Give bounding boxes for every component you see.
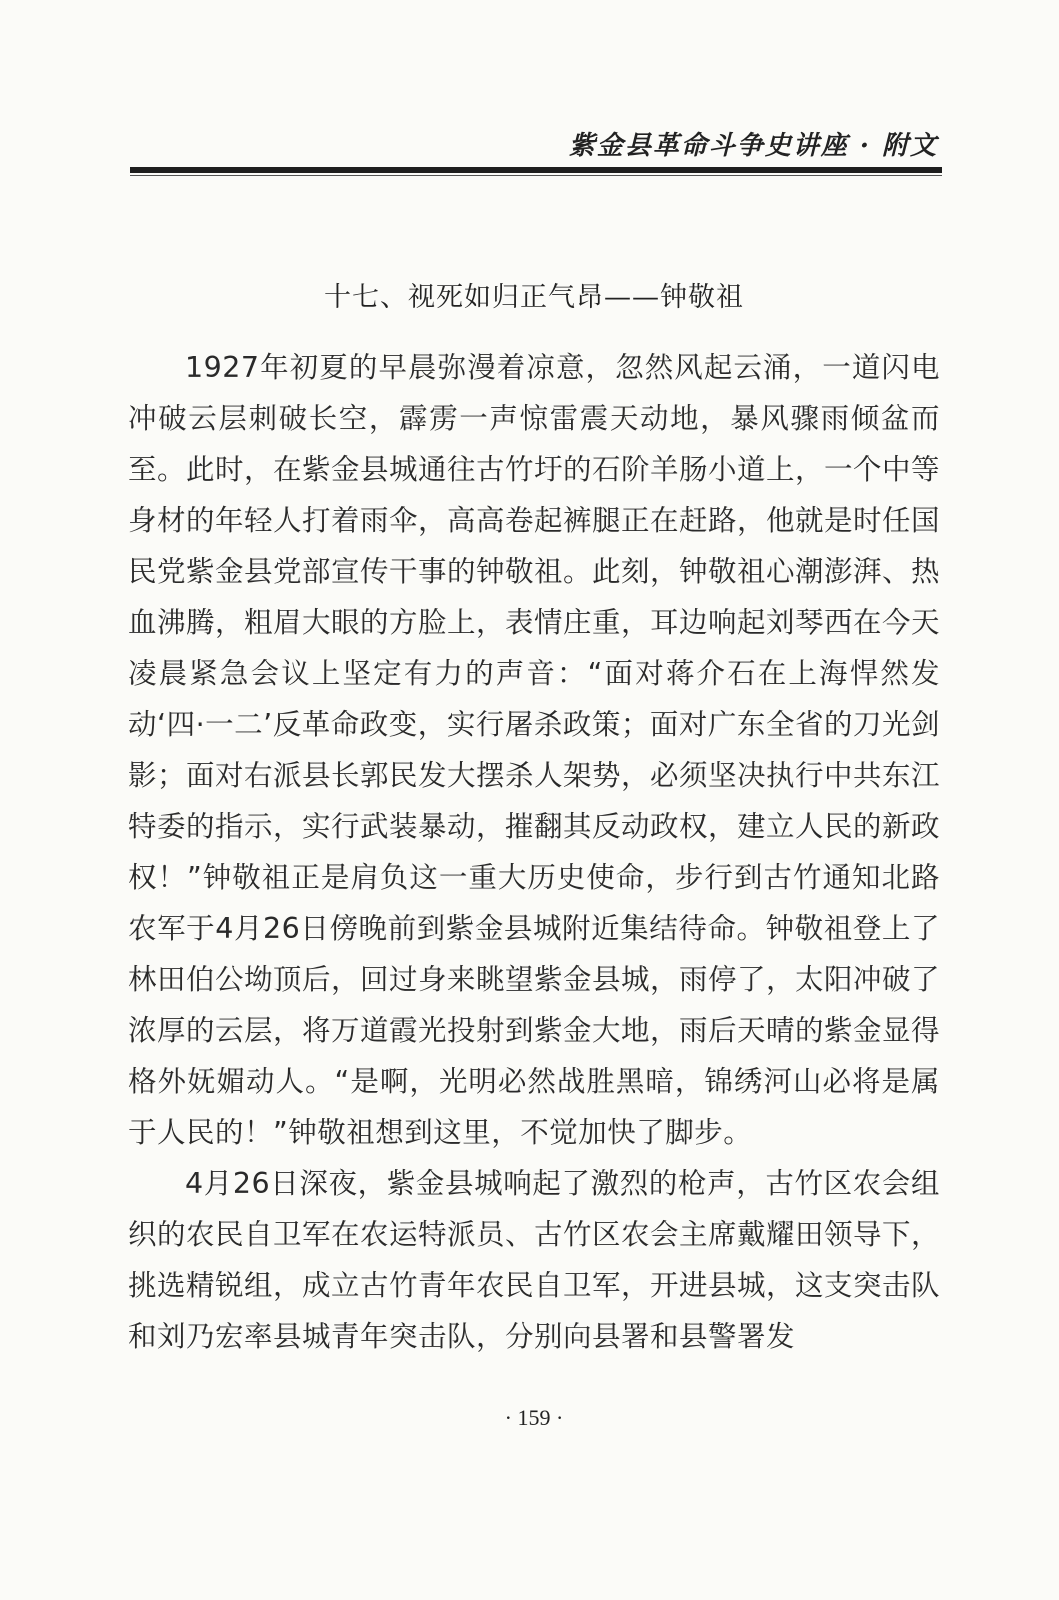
header-rule-thick bbox=[130, 167, 942, 173]
paragraph-2: 4月26日深夜，紫金县城响起了激烈的枪声，古竹区农会组织的农民自卫军在农运特派员、古竹区农会主席戴耀田领导下，挑选精锐组，成立古竹青年农民自卫军，开进县城，这支突击队和刘乃宏率县城青年突击队，分别向县署和县警署发 bbox=[128, 1167, 941, 1353]
running-header-title: 紫金县革命斗争史讲座 · 附文 bbox=[568, 131, 938, 161]
paragraph-1: 1927年初夏的早晨弥漫着凉意，忽然风起云涌，一道闪电冲破云层刺破长空，霹雳一声惊雷震天动地，暴风骤雨倾盆而至。此时，在紫金县城通往古竹圩的石阶羊肠小道上，一个中等身材的年轻人打着雨伞，高高卷起裤腿正在赶路，他就是时任国民党紫金县党部宣传干事的钟敬祖。此刻，钟敬祖心潮澎湃、热血沸腾，粗眉大眼的方脸上，表情庄重，耳边响起刘琴西在今天凌晨紧急会议上坚定有力的声音：“面对蒋介石在上海悍然发动‘四·一二’反革命政变，实行屠杀政策；面对广东全省的刀光剑影；面对右派县长郭民发大摆杀人架势，必须坚决执行中共东江特委的指示，实行武装暴动，摧翻其反动政权，建立人民的新政权！”钟敬祖正是肩负这一重大历史使命，步行到古竹通知北路农军于4月26日傍晚前到紫金县城附近集结待命。钟敬祖登上了林田伯公坳顶后，回过身来眺望紫金县城，雨停了，太阳冲破了浓厚的云层，将万道霞光投射到紫金大地，雨后天晴的紫金显得格外妩媚动人。“是啊，光明必然战胜黑暗，锦绣河山必将是属于人民的！”钟敬祖想到这里，不觉加快了脚步。 bbox=[128, 351, 941, 1149]
section-title: 十七、视死如归正气昂——钟敬祖 bbox=[324, 282, 744, 313]
header-rule-thin bbox=[130, 175, 942, 176]
page-number: · 159 · bbox=[504, 1405, 564, 1430]
body-text bbox=[128, 342, 940, 1362]
